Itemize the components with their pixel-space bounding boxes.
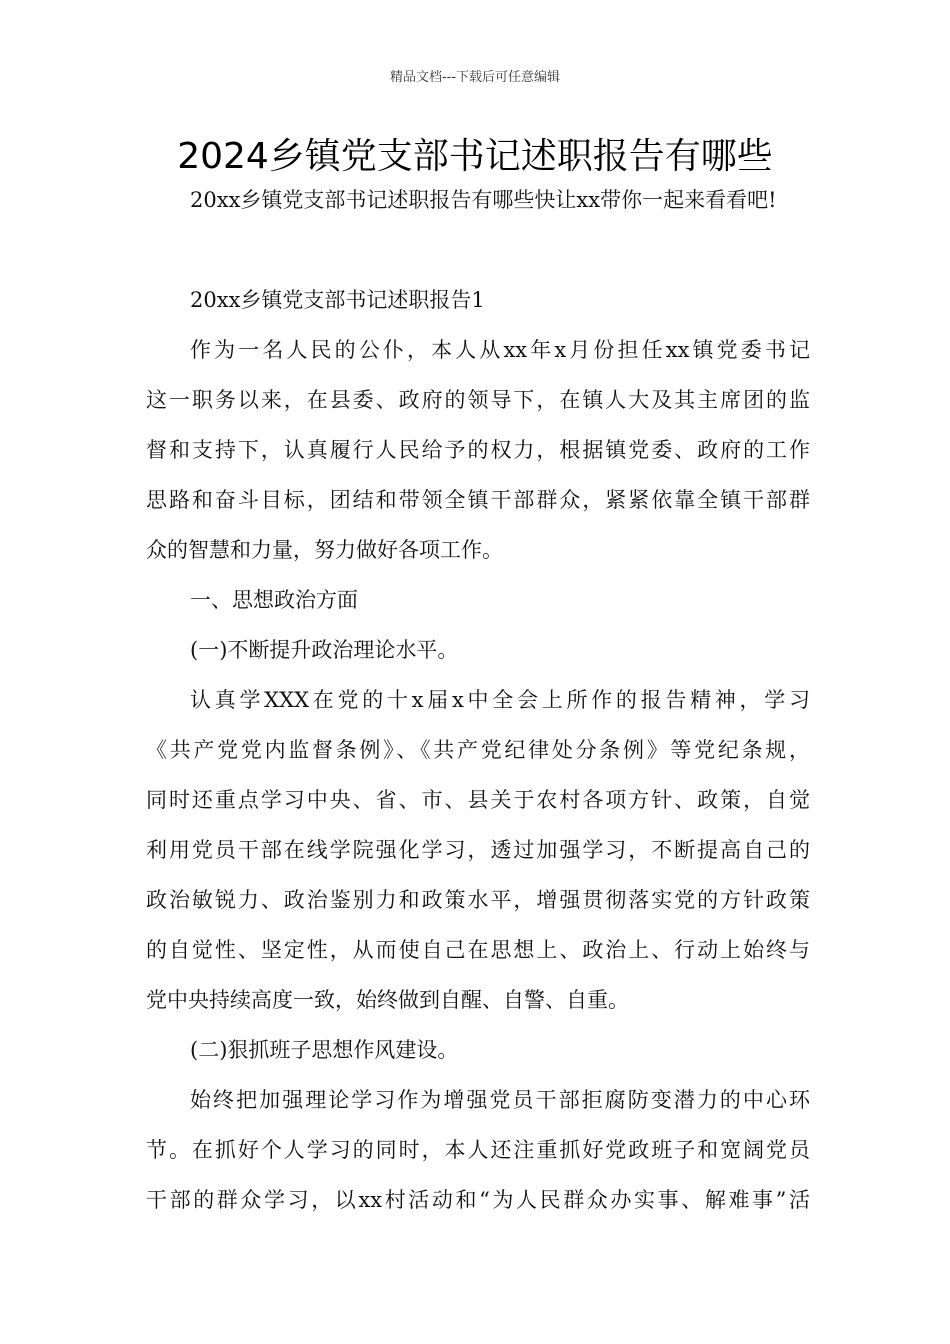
paragraph-line: 《共产党党内监督条例》、《共产党纪律处分条例》等党纪条规， bbox=[146, 738, 810, 762]
paragraph-line: 节。在抓好个人学习的同时，本人还注重抓好党政班子和宽阔党员 bbox=[146, 1138, 810, 1162]
subheading: (二)狠抓班子思想作风建设。 bbox=[190, 1038, 459, 1062]
paragraph-line: 政治敏锐力、政治鉴别力和政策水平，增强贯彻落实党的方针政策 bbox=[146, 888, 810, 912]
paragraph-line: 作为一名人民的公仆，本人从xx年x月份担任xx镇党委书记 bbox=[190, 338, 810, 362]
paragraph-line: 督和支持下，认真履行人民给予的权力，根据镇党委、政府的工作 bbox=[146, 438, 810, 462]
document-title: 2024乡镇党支部书记述职报告有哪些 bbox=[177, 136, 773, 177]
intro-line: 20xx乡镇党支部书记述职报告有哪些快让xx带你一起来看看吧! bbox=[190, 188, 777, 212]
subheading: (一)不断提升政治理论水平。 bbox=[190, 638, 459, 662]
paragraph-line: 利用党员干部在线学院强化学习，透过加强学习，不断提高自己的 bbox=[146, 838, 810, 862]
paragraph-line: 的自觉性、坚定性，从而使自己在思想上、政治上、行动上始终与 bbox=[146, 938, 810, 962]
paragraph-line: 党中央持续高度一致，始终做到自醒、自警、自重。 bbox=[146, 988, 629, 1012]
paragraph-line: 这一职务以来，在县委、政府的领导下，在镇人大及其主席团的监 bbox=[146, 388, 810, 412]
paragraph-line: 始终把加强理论学习作为增强党员干部拒腐防变潜力的中心环 bbox=[190, 1088, 810, 1112]
paragraph-line: 众的智慧和力量，努力做好各项工作。 bbox=[146, 538, 503, 562]
subheading: 一、思想政治方面 bbox=[190, 588, 358, 612]
paragraph-line: 思路和奋斗目标，团结和带领全镇干部群众，紧紧依靠全镇干部群 bbox=[146, 488, 810, 512]
paragraph-line: 同时还重点学习中央、省、市、县关于农村各项方针、政策，自觉 bbox=[146, 788, 810, 812]
paragraph-line: 认真学XXX在党的十x届x中全会上所作的报告精神，学习 bbox=[190, 688, 810, 712]
section-heading: 20xx乡镇党支部书记述职报告1 bbox=[190, 288, 485, 312]
paragraph-line: 干部的群众学习，以xx村活动和“为人民群众办实事、解难事”活 bbox=[146, 1188, 810, 1212]
header-watermark: 精品文档---下载后可任意编辑 bbox=[389, 70, 561, 85]
